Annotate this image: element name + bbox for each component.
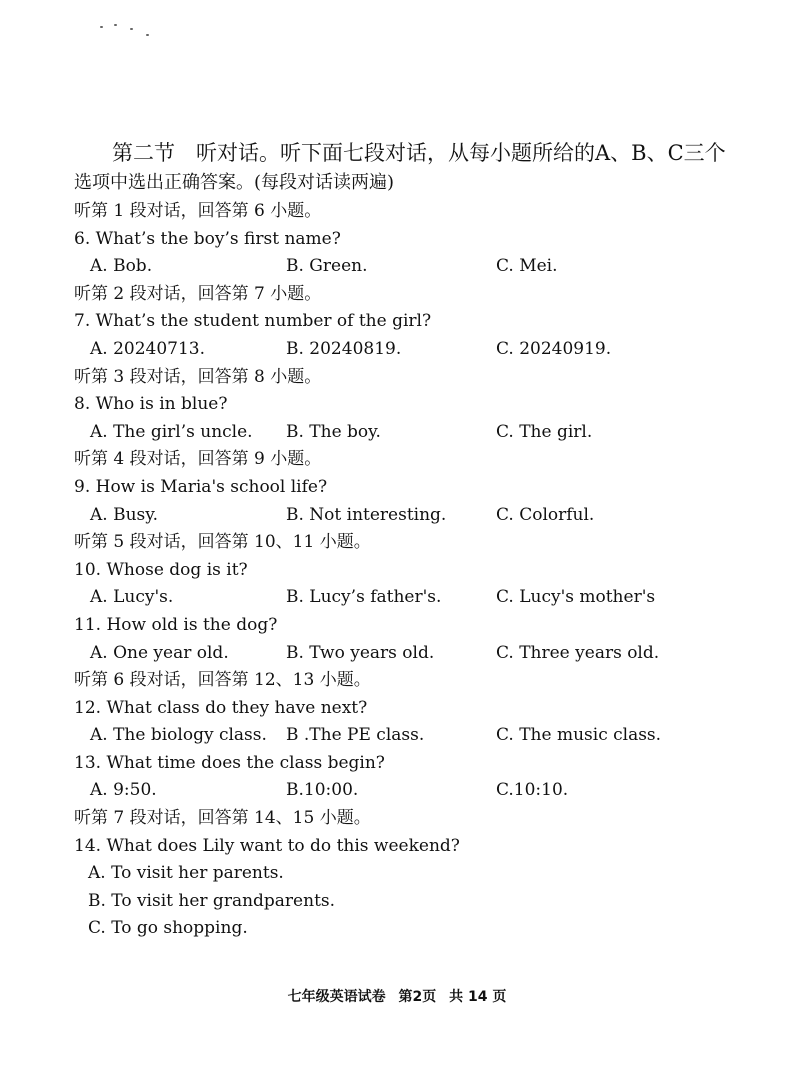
answer-option[interactable]: A. One year old. [90, 642, 229, 663]
options-row [74, 419, 734, 447]
speck [130, 28, 133, 30]
answer-option[interactable]: C. Three years old. [496, 642, 660, 663]
answer-option[interactable]: A. The biology class. [90, 725, 267, 746]
question-stem: 6. What’s the boy’s first name? [74, 228, 341, 249]
options-row [74, 253, 734, 281]
question-stem: 9. How is Maria's school life? [74, 476, 328, 497]
dialogue-intro: 听第 2 段对话，回答第 7 小题。 [74, 283, 322, 304]
section-header-line2: 选项中选出正确答案。(每段对话读两遍) [74, 172, 395, 193]
question-stem: 11. How old is the dog? [74, 614, 278, 635]
footer-total-pages: 共 14 页 [449, 989, 507, 1005]
answer-option[interactable]: A. Lucy's. [90, 587, 174, 608]
answer-option[interactable]: A. The girl’s uncle. [90, 421, 253, 442]
dialogue-list [74, 198, 734, 943]
answer-option[interactable]: A. 20240713. [90, 338, 206, 359]
question-stem: 7. What’s the student number of the girl? [74, 311, 432, 332]
options-row [74, 640, 734, 668]
answer-option[interactable]: C. The girl. [496, 421, 593, 442]
speck [100, 26, 103, 28]
answer-option[interactable]: C. To go shopping. [88, 918, 248, 939]
question-stem: 8. Who is in blue? [74, 394, 228, 415]
options-row [74, 722, 734, 750]
options-row [74, 584, 734, 612]
question-stem: 13. What time does the class begin? [74, 752, 385, 773]
answer-option[interactable]: A. Busy. [90, 504, 158, 525]
answer-option[interactable]: C. Lucy's mother's [496, 587, 656, 608]
options-row [74, 502, 734, 530]
options-row [74, 777, 734, 805]
answer-option[interactable]: C. Colorful. [496, 504, 595, 525]
question-stem: 14. What does Lily want to do this weekend? [74, 835, 460, 856]
answer-option[interactable]: C. The music class. [496, 725, 662, 746]
answer-option[interactable]: B.10:00. [286, 780, 359, 801]
question-stem: 12. What class do they have next? [74, 697, 368, 718]
answer-option[interactable]: B. Lucy’s father's. [286, 587, 442, 608]
answer-option[interactable]: A. Bob. [90, 256, 153, 277]
speck [114, 24, 117, 26]
answer-option[interactable]: A. To visit her parents. [88, 863, 284, 884]
dialogue-intro: 听第 1 段对话，回答第 6 小题。 [74, 201, 322, 221]
answer-option[interactable]: C.10:10. [496, 780, 569, 801]
dialogue-intro: 听第 7 段对话，回答第 14、15 小题。 [74, 808, 371, 829]
answer-option[interactable]: B .The PE class. [286, 725, 425, 746]
answer-option[interactable]: C. Mei. [496, 256, 558, 277]
options-row [74, 336, 734, 364]
dialogue-intro: 听第 4 段对话，回答第 9 小题。 [74, 449, 322, 470]
dialogue-intro: 听第 5 段对话，回答第 10、11 小题。 [74, 532, 371, 553]
answer-option[interactable]: B. Not interesting. [286, 504, 447, 525]
answer-option[interactable]: B. Two years old. [286, 642, 435, 663]
dialogue-intro: 听第 6 段对话，回答第 12、13 小题。 [74, 670, 371, 691]
scan-specks [100, 22, 160, 42]
answer-option[interactable]: B. To visit her grandparents. [88, 890, 336, 911]
answer-option[interactable]: B. 20240819. [286, 338, 402, 359]
exam-content [74, 138, 734, 943]
answer-option[interactable]: B. Green. [286, 256, 368, 277]
question-stem: 10. Whose dog is it? [74, 559, 248, 580]
section-header-line1: 第二节 听对话。听下面七段对话，从每小题所给的A、B、C三个 [112, 141, 726, 165]
answer-option[interactable]: A. 9:50. [90, 780, 157, 801]
footer-exam-title: 七年级英语试卷 [287, 989, 386, 1005]
answer-option[interactable]: B. The boy. [286, 421, 381, 442]
footer-page-number: 第2页 [398, 989, 437, 1005]
answer-option[interactable]: C. 20240919. [496, 338, 612, 359]
dialogue-intro: 听第 3 段对话，回答第 8 小题。 [74, 366, 322, 387]
page-footer [0, 986, 794, 1006]
speck [146, 34, 149, 36]
